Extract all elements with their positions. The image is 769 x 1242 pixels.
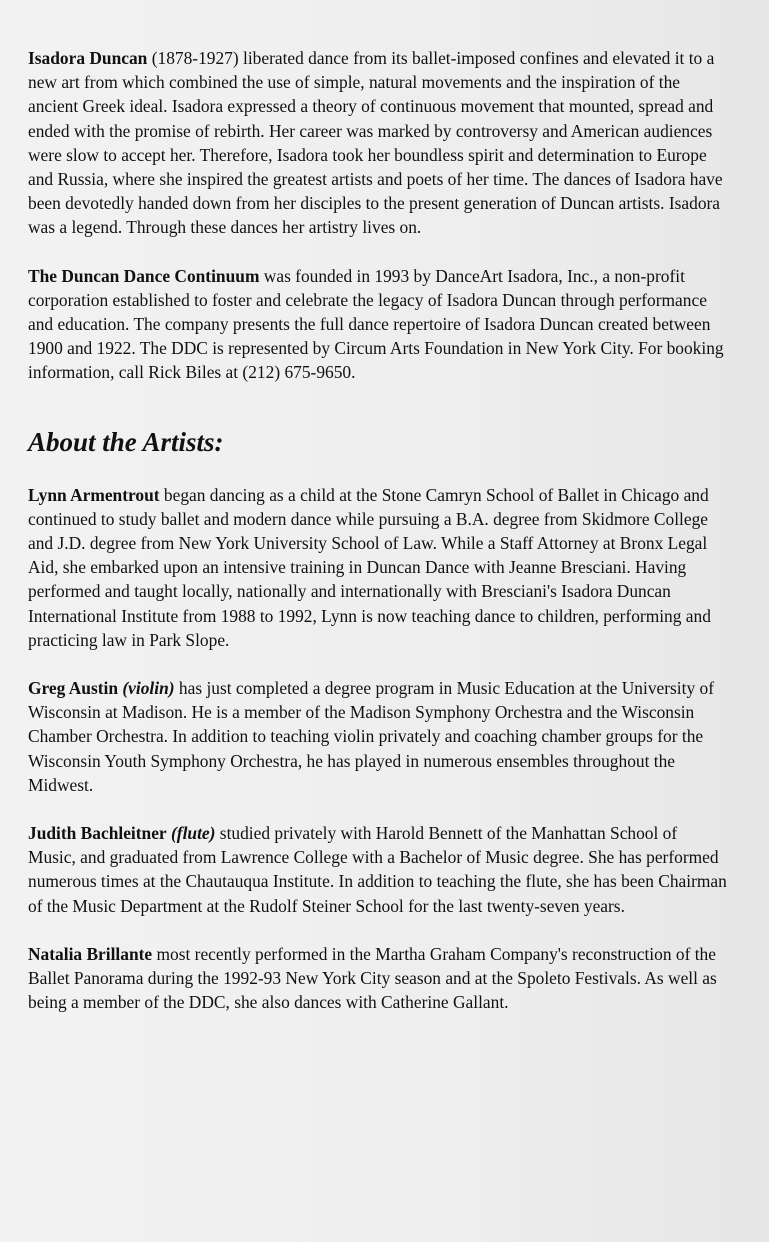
intro-paragraph-ddc xyxy=(28,264,729,385)
artist-bio-text: began dancing as a child at the Stone Camryn School of Ballet in Chicago and continued to study ballet and modern dance while pursuing a B.A. degree from Skidmore College and J.D. degree from New York University School of Law. While a Staff Attorney at Bronx Legal Aid, she embarked upon an intensive training in Duncan Dance with Jeanne Bresciani. Having performed and taught locally, nationally and internationally with Bresciani's Isadora Duncan International Institute from 1988 to 1992, Lynn is now teaching dance to children, performing and practicing law in Park Slope. xyxy=(28,484,711,650)
artist-bio xyxy=(28,676,729,797)
artist-bio-text: studied privately with Harold Bennett of the Manhattan School of Music, and graduated from Lawrence College with a Bachelor of Music degree. She has performed numerous times at the Chautauqua Institute. In addition to teaching the flute, she has been Chairman of the Music Department at the Rudolf Steiner School for the last twenty-seven years. xyxy=(28,823,727,916)
artist-bio-text: has just completed a degree program in Music Education at the University of Wisconsin at Madison. He is a member of the Madison Symphony Orchestra and the Wisconsin Chamber Orchestra. In addition to teaching violin privately and coaching chamber groups for the Wisconsin Youth Symphony Orchestra, he has played in numerous ensembles throughout the Midwest. xyxy=(28,678,715,795)
artist-name: Greg Austin xyxy=(28,678,119,699)
artist-role: (violin) xyxy=(122,678,175,699)
lead-name: Isadora Duncan xyxy=(28,48,148,68)
artist-name: Natalia Brillante xyxy=(28,943,153,964)
intro-paragraph-isadora xyxy=(28,46,729,240)
artist-role: (flute) xyxy=(171,823,216,844)
section-heading: About the Artists: xyxy=(28,426,224,457)
artist-bio xyxy=(28,821,729,918)
artist-name: Judith Bachleitner xyxy=(28,823,167,844)
artist-bio xyxy=(28,483,729,652)
artist-bio-text: most recently performed in the Martha Graham Company's reconstruction of the Ballet Panorama during the 1992-93 New York City season and at the Spoleto Festivals. As well as being a member of the DDC, she also dances with Catherine Gallant. xyxy=(28,943,717,1013)
paragraph-text: was founded in 1993 by DanceArt Isadora, Inc., a non-profit corporation established to foster and celebrate the legacy of Isadora Duncan through performance and education. The company presents the full dance repertoire of Isadora Duncan created between 1900 and 1922. The DDC is represented by Circum Arts Foundation in New York City. For booking information, call Rick Biles at (212) 675-9650. xyxy=(28,265,724,383)
lead-name: The Duncan Dance Continuum xyxy=(28,265,260,286)
artist-name: Lynn Armentrout xyxy=(28,484,160,505)
artist-bio xyxy=(28,942,729,1015)
paragraph-text: (1878-1927) liberated dance from its ballet-imposed confines and elevated it to a new art from which combined the use of simple, natural movements and the inspiration of the ancient Greek ideal. Isadora expressed a theory of continuous movement that mounted, spread and ended with the promise of rebirth. Her career was marked by controversy and American audiences were slow to accept her. Therefore, Isadora took her boundless spirit and determination to Europe and Russia, where she inspired the greatest artists and poets of her time. The dances of Isadora have been devotedly handed down from her disciples to the present generation of Duncan artists. Isadora was a legend. Through these dances her artistry lives on. xyxy=(28,48,723,238)
